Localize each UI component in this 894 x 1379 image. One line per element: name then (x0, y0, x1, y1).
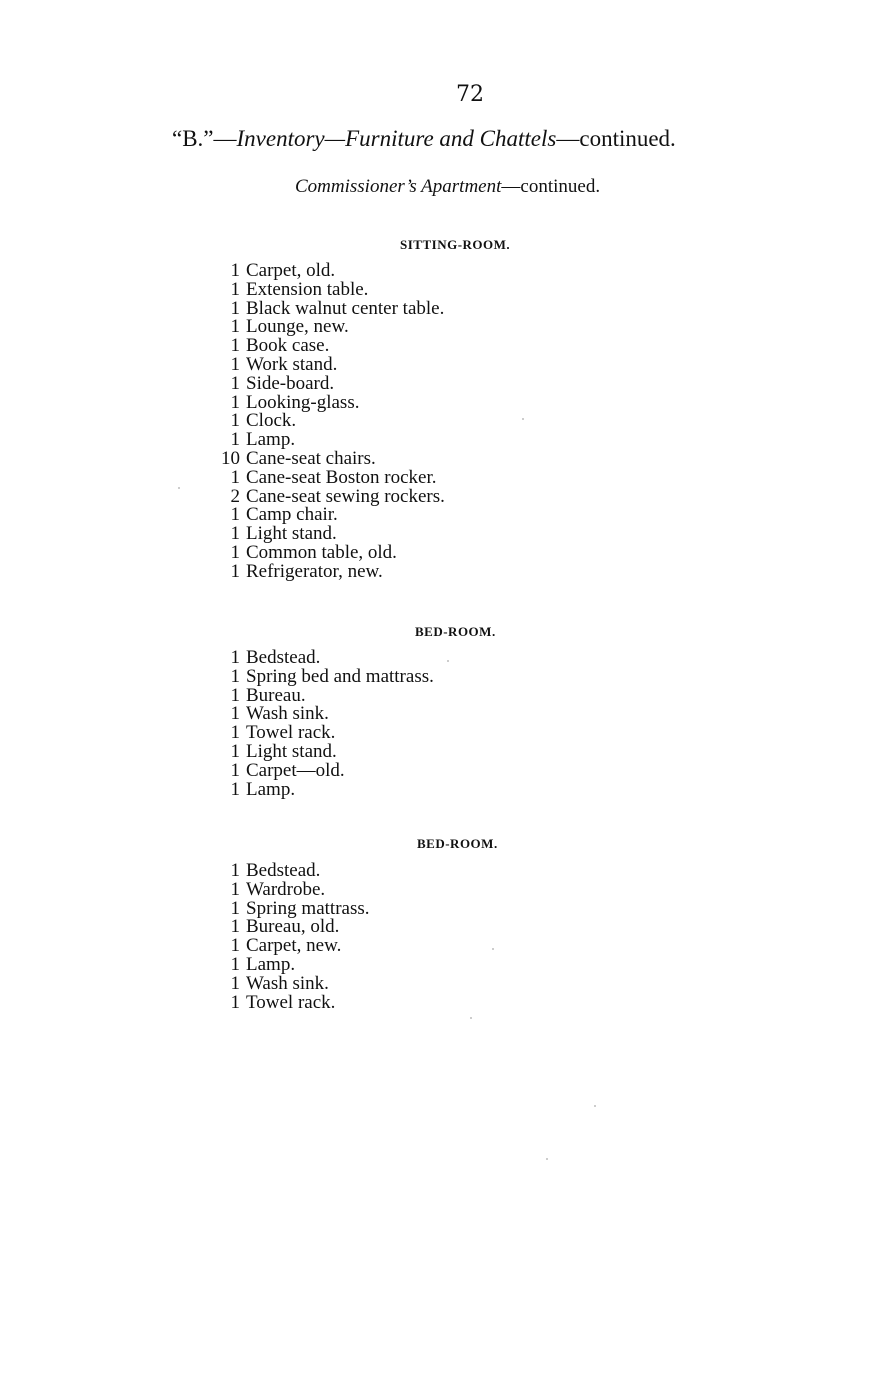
page-number: 72 (456, 82, 484, 107)
item-name: Spring bed and mattrass. (246, 665, 434, 687)
item-name: Towel rack. (246, 722, 336, 744)
item-quantity: 10 (221, 447, 240, 469)
item-name: Spring mattrass. (246, 897, 370, 919)
item-name: Bureau. (246, 684, 306, 706)
item-name: Cane-seat sewing rockers. (246, 485, 445, 507)
item-name: Wash sink. (246, 703, 329, 725)
item-quantity: 1 (230, 541, 240, 563)
item-name: Wash sink. (246, 972, 329, 994)
item-name: Cane-seat Boston rocker. (246, 466, 437, 488)
item-list-bed-room-1 (218, 649, 434, 799)
list-item (218, 778, 434, 800)
scan-speck (594, 1105, 596, 1107)
list-item (218, 991, 370, 1013)
section-heading-bed-room-2: BED-ROOM. (417, 836, 498, 851)
item-quantity: 1 (230, 391, 240, 413)
item-list-bed-room-2 (218, 862, 370, 1012)
scan-speck (470, 1017, 472, 1019)
item-quantity: 1 (230, 260, 240, 281)
item-name: Bedstead. (246, 860, 321, 881)
item-name: Common table, old. (246, 541, 397, 563)
item-quantity: 1 (230, 860, 240, 881)
item-quantity: 1 (230, 353, 240, 375)
item-name: Light stand. (246, 523, 337, 545)
item-quantity: 1 (230, 759, 240, 781)
item-quantity: 1 (230, 429, 240, 451)
item-name: Side-board. (246, 372, 335, 394)
item-quantity: 2 (230, 485, 240, 507)
item-quantity: 1 (230, 897, 240, 919)
item-quantity: 1 (230, 722, 240, 744)
item-name: Carpet, old. (246, 260, 336, 281)
item-quantity: 1 (230, 316, 240, 338)
item-quantity: 1 (230, 703, 240, 725)
item-name: Cane-seat chairs. (246, 447, 376, 469)
item-list-sitting-room (218, 262, 445, 582)
item-quantity: 1 (230, 335, 240, 357)
item-quantity: 1 (230, 878, 240, 900)
scan-speck (546, 1158, 548, 1160)
item-name: Bureau, old. (246, 916, 340, 938)
item-name: Clock. (246, 410, 297, 432)
item-name: Bedstead. (246, 647, 321, 668)
item-quantity: 1 (230, 935, 240, 957)
item-name: Work stand. (246, 353, 338, 375)
item-quantity: 1 (230, 972, 240, 994)
item-quantity: 1 (230, 778, 240, 800)
item-quantity: 1 (230, 560, 240, 582)
section-heading-bed-room-1: BED-ROOM. (415, 624, 496, 639)
subtitle-italic: Commissioner’s Apartment (295, 176, 502, 197)
scan-speck (522, 418, 524, 420)
item-name: Wardrobe. (246, 878, 326, 900)
item-name: Lounge, new. (246, 316, 349, 338)
list-item (218, 560, 445, 582)
item-quantity: 1 (230, 647, 240, 668)
title-italic: Inventory—Furniture and Chattels (236, 126, 557, 151)
title-prefix: “B.”— (172, 126, 237, 151)
item-quantity: 1 (230, 916, 240, 938)
item-quantity: 1 (230, 665, 240, 687)
item-quantity: 1 (230, 504, 240, 526)
page-title (172, 126, 676, 152)
item-name: Towel rack. (246, 991, 336, 1013)
item-quantity: 1 (230, 523, 240, 545)
item-quantity: 1 (230, 278, 240, 300)
item-name: Book case. (246, 335, 330, 357)
item-quantity: 1 (230, 372, 240, 394)
item-name: Lamp. (246, 953, 296, 975)
scan-speck (447, 660, 449, 662)
item-name: Extension table. (246, 278, 369, 300)
item-quantity: 1 (230, 684, 240, 706)
item-name: Carpet, new. (246, 935, 342, 957)
item-name: Light stand. (246, 740, 337, 762)
item-name: Lamp. (246, 778, 296, 800)
item-quantity: 1 (230, 991, 240, 1013)
scan-speck (178, 487, 180, 489)
scan-speck (492, 948, 494, 950)
item-name: Looking-glass. (246, 391, 360, 413)
item-quantity: 1 (230, 410, 240, 432)
item-name: Lamp. (246, 429, 296, 451)
item-name: Carpet—old. (246, 759, 345, 781)
item-quantity: 1 (230, 466, 240, 488)
section-heading-sitting-room: SITTING-ROOM. (400, 237, 511, 252)
item-quantity: 1 (230, 953, 240, 975)
title-suffix: —continued. (556, 126, 676, 151)
item-quantity: 1 (230, 297, 240, 319)
subtitle-suffix: —continued. (501, 176, 601, 197)
item-quantity: 1 (230, 740, 240, 762)
page-subtitle (295, 176, 600, 198)
item-name: Refrigerator, new. (246, 560, 383, 582)
item-name: Black walnut center table. (246, 297, 445, 319)
item-name: Camp chair. (246, 504, 338, 526)
